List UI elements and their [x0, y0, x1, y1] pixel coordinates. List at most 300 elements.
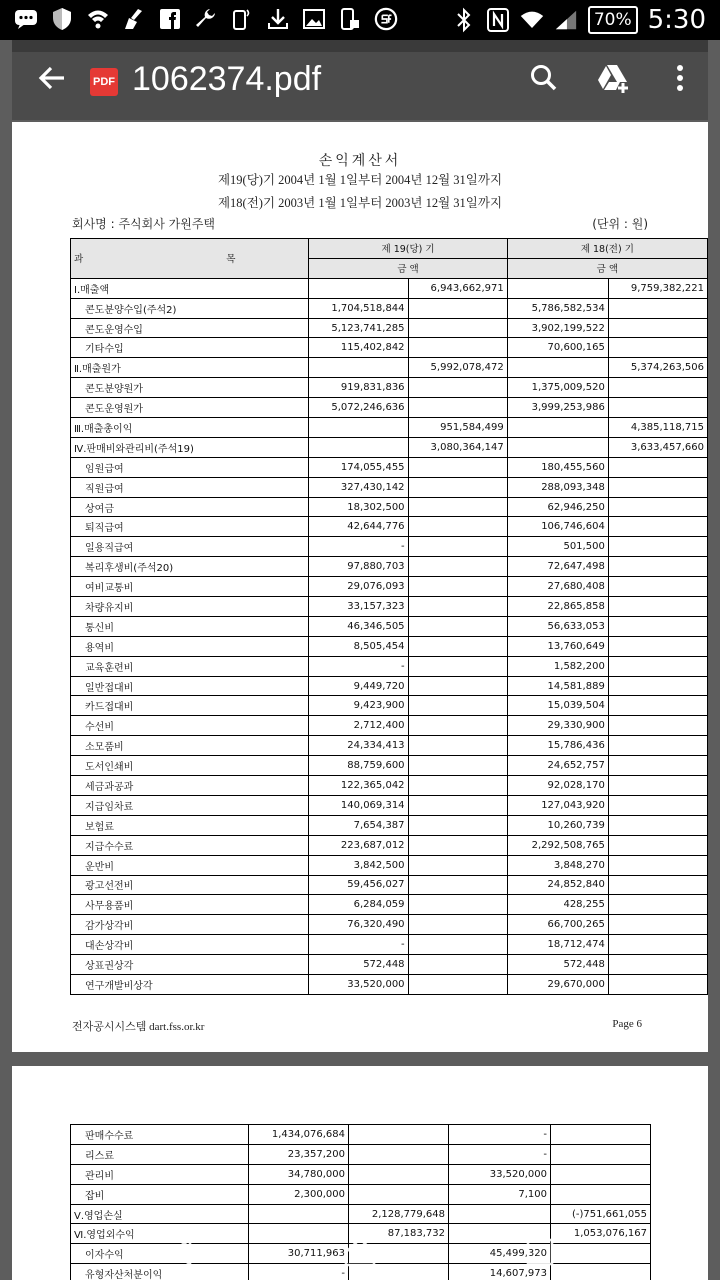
- previous-detail-amount: 2,292,508,765: [507, 835, 608, 855]
- current-total-amount: [408, 835, 507, 855]
- previous-total-amount: [608, 736, 707, 756]
- pdf-file-icon: PDF: [90, 68, 118, 96]
- current-total-amount: [408, 517, 507, 537]
- download-icon: [266, 6, 290, 32]
- current-detail-amount: 76,320,490: [309, 915, 408, 935]
- current-total-amount: [408, 537, 507, 557]
- current-total-amount: [408, 716, 507, 736]
- previous-total-amount: [608, 895, 707, 915]
- previous-total-amount: [608, 696, 707, 716]
- table-row: [71, 597, 708, 617]
- current-total-amount: [408, 696, 507, 716]
- nfc-icon: [486, 7, 510, 33]
- page-number: Page 6: [612, 1018, 642, 1030]
- table-row: [71, 517, 708, 537]
- navigation-bar: [0, 1226, 720, 1280]
- previous-detail-amount: 180,455,560: [507, 457, 608, 477]
- current-detail-amount: 59,456,027: [309, 875, 408, 895]
- account-name: 지급임차료: [71, 795, 309, 815]
- previous-detail-amount: [507, 278, 608, 298]
- previous-detail-amount: 29,330,900: [507, 716, 608, 736]
- account-name: 감가상각비: [71, 915, 309, 935]
- previous-detail-amount: 66,700,265: [507, 915, 608, 935]
- previous-total-amount: [551, 1184, 651, 1204]
- battery-indicator: 70%: [588, 6, 638, 34]
- current-total-amount: [408, 338, 507, 358]
- previous-total-amount: [551, 1164, 651, 1184]
- table-row: [71, 875, 708, 895]
- current-detail-amount: -: [309, 537, 408, 557]
- table-row: [71, 278, 708, 298]
- current-detail-amount: 8,505,454: [309, 636, 408, 656]
- table-row: [71, 457, 708, 477]
- previous-total-amount: [608, 457, 707, 477]
- table-row: [71, 855, 708, 875]
- previous-detail-amount: [507, 437, 608, 457]
- current-detail-amount: 122,365,042: [309, 776, 408, 796]
- account-name: 상여금: [71, 497, 309, 517]
- account-name: 세금과공과: [71, 776, 309, 796]
- previous-detail-amount: 70,600,165: [507, 338, 608, 358]
- previous-total-amount: [608, 557, 707, 577]
- table-row: [71, 497, 708, 517]
- previous-detail-amount: 106,746,604: [507, 517, 608, 537]
- current-detail-amount: 115,402,842: [309, 338, 408, 358]
- account-name: 직원급여: [71, 477, 309, 497]
- previous-total-amount: [608, 537, 707, 557]
- previous-detail-amount: 3,999,253,986: [507, 398, 608, 418]
- account-name: 퇴직급여: [71, 517, 309, 537]
- current-detail-amount: 9,423,900: [309, 696, 408, 716]
- table-row: [71, 557, 708, 577]
- current-detail-amount: 5,123,741,285: [309, 318, 408, 338]
- current-detail-amount: 29,076,093: [309, 577, 408, 597]
- current-total-amount: [408, 616, 507, 636]
- previous-total-amount: [608, 318, 707, 338]
- previous-detail-amount: 14,607,973: [449, 1264, 551, 1280]
- previous-detail-amount: 7,100: [449, 1184, 551, 1204]
- account-name: 광고선전비: [71, 875, 309, 895]
- account-name: 기타수입: [71, 338, 309, 358]
- current-detail-amount: 23,357,200: [249, 1144, 349, 1164]
- current-total-amount: [408, 795, 507, 815]
- current-total-amount: [349, 1144, 449, 1164]
- current-detail-amount: 42,644,776: [309, 517, 408, 537]
- current-detail-amount: [249, 1204, 349, 1224]
- nav-recents-icon[interactable]: [520, 1232, 560, 1272]
- current-detail-amount: [309, 278, 408, 298]
- current-detail-amount: -: [309, 935, 408, 955]
- period-previous: 제18(전)기 2003년 1월 1일부터 2003년 12월 31일까지: [217, 196, 503, 210]
- current-detail-amount: 140,069,314: [309, 795, 408, 815]
- current-detail-amount: -: [309, 656, 408, 676]
- nfc-phone-icon: [230, 6, 254, 32]
- previous-detail-amount: -: [449, 1144, 551, 1164]
- previous-total-amount: [608, 616, 707, 636]
- current-detail-amount: 2,712,400: [309, 716, 408, 736]
- previous-detail-amount: [507, 418, 608, 438]
- current-detail-amount: 34,780,000: [249, 1164, 349, 1184]
- current-total-amount: 3,080,364,147: [408, 437, 507, 457]
- current-detail-amount: 572,448: [309, 955, 408, 975]
- more-options-icon[interactable]: [662, 58, 698, 98]
- previous-total-amount: [608, 636, 707, 656]
- current-total-amount: [408, 597, 507, 617]
- table-row: [71, 338, 708, 358]
- account-name: 콘도분양수입(주석2): [71, 298, 309, 318]
- signal-icon: [554, 7, 578, 33]
- current-detail-amount: 7,654,387: [309, 815, 408, 835]
- account-name: 복리후생비(주석20): [71, 557, 309, 577]
- previous-detail-amount: 3,902,199,522: [507, 318, 608, 338]
- account-name: 교육훈련비: [71, 656, 309, 676]
- table-row: [71, 696, 708, 716]
- account-name: 상표권상각: [71, 955, 309, 975]
- account-name: 관리비: [71, 1164, 249, 1184]
- table-row: [71, 418, 708, 438]
- previous-detail-amount: 14,581,889: [507, 676, 608, 696]
- account-name: 보험료: [71, 815, 309, 835]
- previous-detail-amount: 5,786,582,534: [507, 298, 608, 318]
- current-total-amount: [408, 915, 507, 935]
- header-current-period: 제 19(당) 기: [309, 239, 507, 259]
- previous-total-amount: [608, 597, 707, 617]
- current-detail-amount: 3,842,500: [309, 855, 408, 875]
- current-total-amount: [349, 1164, 449, 1184]
- previous-detail-amount: 15,039,504: [507, 696, 608, 716]
- account-name: Ⅴ.영업손실: [71, 1204, 249, 1224]
- phone-lock-icon: [338, 6, 362, 32]
- current-total-amount: [408, 855, 507, 875]
- footer-source: 전자공시시스템 dart.fss.or.kr: [72, 1021, 205, 1033]
- previous-total-amount: [608, 955, 707, 975]
- account-name: 콘도운영수입: [71, 318, 309, 338]
- account-name: 차량유지비: [71, 597, 309, 617]
- previous-total-amount: 4,385,118,715: [608, 418, 707, 438]
- facebook-icon: [158, 6, 182, 32]
- previous-total-amount: [608, 398, 707, 418]
- table-row: [71, 895, 708, 915]
- account-name: 도서인쇄비: [71, 756, 309, 776]
- pdf-page-6: [12, 122, 708, 1052]
- current-total-amount: [408, 875, 507, 895]
- account-name: 임원급여: [71, 457, 309, 477]
- table-row: [71, 537, 708, 557]
- current-detail-amount: 327,430,142: [309, 477, 408, 497]
- current-total-amount: 5,992,078,472: [408, 358, 507, 378]
- previous-total-amount: [608, 676, 707, 696]
- account-name: 일용직급여: [71, 537, 309, 557]
- table-row: [71, 736, 708, 756]
- system-icons: [452, 5, 706, 35]
- current-total-amount: [408, 974, 507, 994]
- table-body: [71, 278, 708, 994]
- table-row: [71, 915, 708, 935]
- previous-detail-amount: 1,375,009,520: [507, 378, 608, 398]
- account-name: 이자수익: [71, 1244, 249, 1264]
- previous-total-amount: 9,759,382,221: [608, 278, 707, 298]
- previous-total-amount: 5,374,263,506: [608, 358, 707, 378]
- current-detail-amount: 919,831,836: [309, 378, 408, 398]
- current-detail-amount: 33,157,323: [309, 597, 408, 617]
- current-total-amount: [408, 935, 507, 955]
- current-detail-amount: [309, 418, 408, 438]
- document-title: 손익계산서: [318, 154, 402, 169]
- previous-detail-amount: 13,760,649: [507, 636, 608, 656]
- current-detail-amount: [309, 358, 408, 378]
- previous-total-amount: [608, 338, 707, 358]
- sf-icon: [374, 6, 398, 32]
- shield-icon: [50, 6, 74, 32]
- table-row: [71, 577, 708, 597]
- previous-detail-amount: 72,647,498: [507, 557, 608, 577]
- table-row: [71, 298, 708, 318]
- previous-detail-amount: 22,865,858: [507, 597, 608, 617]
- file-title: 1062374.pdf: [132, 60, 322, 98]
- account-name: 유형자산처분이익: [71, 1264, 249, 1280]
- previous-detail-amount: 10,260,739: [507, 815, 608, 835]
- previous-total-amount: [608, 497, 707, 517]
- table-row: [71, 955, 708, 975]
- current-detail-amount: 46,346,505: [309, 616, 408, 636]
- previous-detail-amount: 18,712,474: [507, 935, 608, 955]
- nav-home-icon[interactable]: [340, 1232, 380, 1272]
- previous-total-amount: [551, 1125, 651, 1145]
- current-total-amount: [349, 1125, 449, 1145]
- header-subject: 과 목: [71, 239, 309, 279]
- previous-total-amount: [608, 776, 707, 796]
- search-icon[interactable]: [524, 58, 564, 98]
- previous-detail-amount: 3,848,270: [507, 855, 608, 875]
- account-name: Ⅲ.매출총이익: [71, 418, 309, 438]
- wrench-icon: [194, 6, 218, 32]
- current-total-amount: [408, 457, 507, 477]
- current-total-amount: 87,183,732: [349, 1224, 449, 1244]
- table-row: [71, 437, 708, 457]
- previous-detail-amount: 15,786,436: [507, 736, 608, 756]
- previous-total-amount: [608, 517, 707, 537]
- previous-total-amount: [608, 974, 707, 994]
- previous-detail-amount: 501,500: [507, 537, 608, 557]
- header-amount-current: 금 액: [309, 258, 507, 278]
- current-detail-amount: [309, 437, 408, 457]
- previous-total-amount: [608, 378, 707, 398]
- previous-detail-amount: 24,652,757: [507, 756, 608, 776]
- clock: 5:30: [647, 5, 706, 35]
- current-total-amount: [408, 776, 507, 796]
- company-name: 회사명 : 주식회사 가원주택: [72, 217, 215, 231]
- previous-total-amount: [608, 875, 707, 895]
- income-statement-table: [70, 238, 708, 995]
- account-name: 운반비: [71, 855, 309, 875]
- account-name: 용역비: [71, 636, 309, 656]
- current-total-amount: 951,584,499: [408, 418, 507, 438]
- current-total-amount: [408, 378, 507, 398]
- account-name: 판매수수료: [71, 1125, 249, 1145]
- current-total-amount: [408, 477, 507, 497]
- account-name: 대손상각비: [71, 935, 309, 955]
- account-name: 통신비: [71, 616, 309, 636]
- table-row: [71, 776, 708, 796]
- account-name: 카드접대비: [71, 696, 309, 716]
- current-total-amount: [408, 557, 507, 577]
- table-row: [71, 716, 708, 736]
- current-detail-amount: 33,520,000: [309, 974, 408, 994]
- table-row: [71, 815, 708, 835]
- table-row: [71, 1144, 651, 1164]
- table-row: [71, 1184, 651, 1204]
- current-detail-amount: 1,434,076,684: [249, 1125, 349, 1145]
- account-name: 사무용품비: [71, 895, 309, 915]
- wifi-icon: [520, 7, 544, 33]
- previous-detail-amount: [507, 358, 608, 378]
- current-total-amount: [408, 398, 507, 418]
- account-name: Ⅳ.판매비와관리비(주석19): [71, 437, 309, 457]
- current-total-amount: [408, 636, 507, 656]
- previous-detail-amount: 288,093,348: [507, 477, 608, 497]
- previous-total-amount: [551, 1144, 651, 1164]
- back-arrow-icon[interactable]: [32, 58, 72, 98]
- account-name: 소모품비: [71, 736, 309, 756]
- account-name: 연구개발비상각: [71, 974, 309, 994]
- current-detail-amount: 1,704,518,844: [309, 298, 408, 318]
- current-total-amount: [408, 736, 507, 756]
- current-total-amount: 6,943,662,971: [408, 278, 507, 298]
- current-detail-amount: 97,880,703: [309, 557, 408, 577]
- status-bar: [0, 0, 720, 40]
- table-row: [71, 636, 708, 656]
- account-name: 콘도운영원가: [71, 398, 309, 418]
- bluetooth-icon: [452, 7, 476, 33]
- current-detail-amount: -: [249, 1264, 349, 1280]
- table-row: [71, 835, 708, 855]
- app-bar: [12, 40, 708, 120]
- current-total-amount: [408, 298, 507, 318]
- chat-icon: [14, 6, 38, 32]
- previous-detail-amount: 45,499,320: [449, 1244, 551, 1264]
- previous-detail-amount: 27,680,408: [507, 577, 608, 597]
- table-row: [71, 756, 708, 776]
- nav-back-icon[interactable]: [160, 1232, 200, 1272]
- previous-detail-amount: -: [449, 1125, 551, 1145]
- account-name: 잡비: [71, 1184, 249, 1204]
- current-total-amount: [408, 955, 507, 975]
- table-row: [71, 656, 708, 676]
- previous-total-amount: [608, 935, 707, 955]
- account-name: 콘도분양원가: [71, 378, 309, 398]
- current-detail-amount: 18,302,500: [309, 497, 408, 517]
- previous-detail-amount: 127,043,920: [507, 795, 608, 815]
- table-row: [71, 1164, 651, 1184]
- previous-detail-amount: 572,448: [507, 955, 608, 975]
- previous-total-amount: [608, 298, 707, 318]
- current-detail-amount: 24,334,413: [309, 736, 408, 756]
- previous-total-amount: [608, 795, 707, 815]
- current-total-amount: 2,128,779,648: [349, 1204, 449, 1224]
- previous-detail-amount: 33,520,000: [449, 1164, 551, 1184]
- current-detail-amount: 30,711,963: [249, 1244, 349, 1264]
- previous-detail-amount: [449, 1204, 551, 1224]
- previous-total-amount: [608, 477, 707, 497]
- account-name: Ⅱ.매출원가: [71, 358, 309, 378]
- current-total-amount: [408, 656, 507, 676]
- current-total-amount: [408, 815, 507, 835]
- previous-detail-amount: 24,852,840: [507, 875, 608, 895]
- table-row: [71, 378, 708, 398]
- previous-detail-amount: 29,670,000: [507, 974, 608, 994]
- current-total-amount: [408, 756, 507, 776]
- table-row: [71, 616, 708, 636]
- previous-total-amount: 1,053,076,167: [551, 1224, 651, 1244]
- table-row: [71, 935, 708, 955]
- table-row: [71, 398, 708, 418]
- previous-detail-amount: 1,582,200: [507, 656, 608, 676]
- previous-total-amount: [608, 656, 707, 676]
- image-icon: [302, 6, 326, 32]
- wifi-question-icon: [86, 6, 110, 32]
- table-row: [71, 1125, 651, 1145]
- table-row: [71, 358, 708, 378]
- period-current: 제19(당)기 2004년 1월 1일부터 2004년 12월 31일까지: [217, 173, 503, 187]
- table-row: [71, 477, 708, 497]
- account-name: 리스료: [71, 1144, 249, 1164]
- notification-icons: [14, 6, 398, 32]
- account-name: 일반접대비: [71, 676, 309, 696]
- previous-total-amount: [608, 716, 707, 736]
- previous-total-amount: [608, 835, 707, 855]
- current-total-amount: [408, 577, 507, 597]
- header-previous-period: 제 18(전) 기: [507, 239, 707, 259]
- current-detail-amount: 9,449,720: [309, 676, 408, 696]
- current-total-amount: [408, 676, 507, 696]
- account-name: 수선비: [71, 716, 309, 736]
- previous-total-amount: (-)751,661,055: [551, 1204, 651, 1224]
- cleaner-icon: [122, 6, 146, 32]
- table-row: [71, 795, 708, 815]
- table-row: [71, 676, 708, 696]
- table-row: [71, 318, 708, 338]
- previous-total-amount: 3,633,457,660: [608, 437, 707, 457]
- previous-detail-amount: 56,633,053: [507, 616, 608, 636]
- current-detail-amount: 5,072,246,636: [309, 398, 408, 418]
- current-detail-amount: 6,284,059: [309, 895, 408, 915]
- current-detail-amount: 88,759,600: [309, 756, 408, 776]
- previous-total-amount: [608, 577, 707, 597]
- previous-total-amount: [608, 756, 707, 776]
- add-to-drive-icon[interactable]: [592, 58, 636, 98]
- current-total-amount: [408, 497, 507, 517]
- table-row: [71, 1204, 651, 1224]
- current-total-amount: [408, 318, 507, 338]
- previous-total-amount: [608, 855, 707, 875]
- account-name: Ⅵ.영업외수익: [71, 1224, 249, 1244]
- current-detail-amount: 2,300,000: [249, 1184, 349, 1204]
- previous-total-amount: [608, 815, 707, 835]
- previous-total-amount: [608, 915, 707, 935]
- current-total-amount: [408, 895, 507, 915]
- table-row: [71, 974, 708, 994]
- account-name: 지급수수료: [71, 835, 309, 855]
- current-total-amount: [349, 1184, 449, 1204]
- unit-label: (단위 : 원): [592, 217, 648, 231]
- previous-detail-amount: 92,028,170: [507, 776, 608, 796]
- current-detail-amount: 174,055,455: [309, 457, 408, 477]
- previous-detail-amount: 428,255: [507, 895, 608, 915]
- header-amount-previous: 금 액: [507, 258, 707, 278]
- current-detail-amount: 223,687,012: [309, 835, 408, 855]
- previous-detail-amount: 62,946,250: [507, 497, 608, 517]
- account-name: 여비교통비: [71, 577, 309, 597]
